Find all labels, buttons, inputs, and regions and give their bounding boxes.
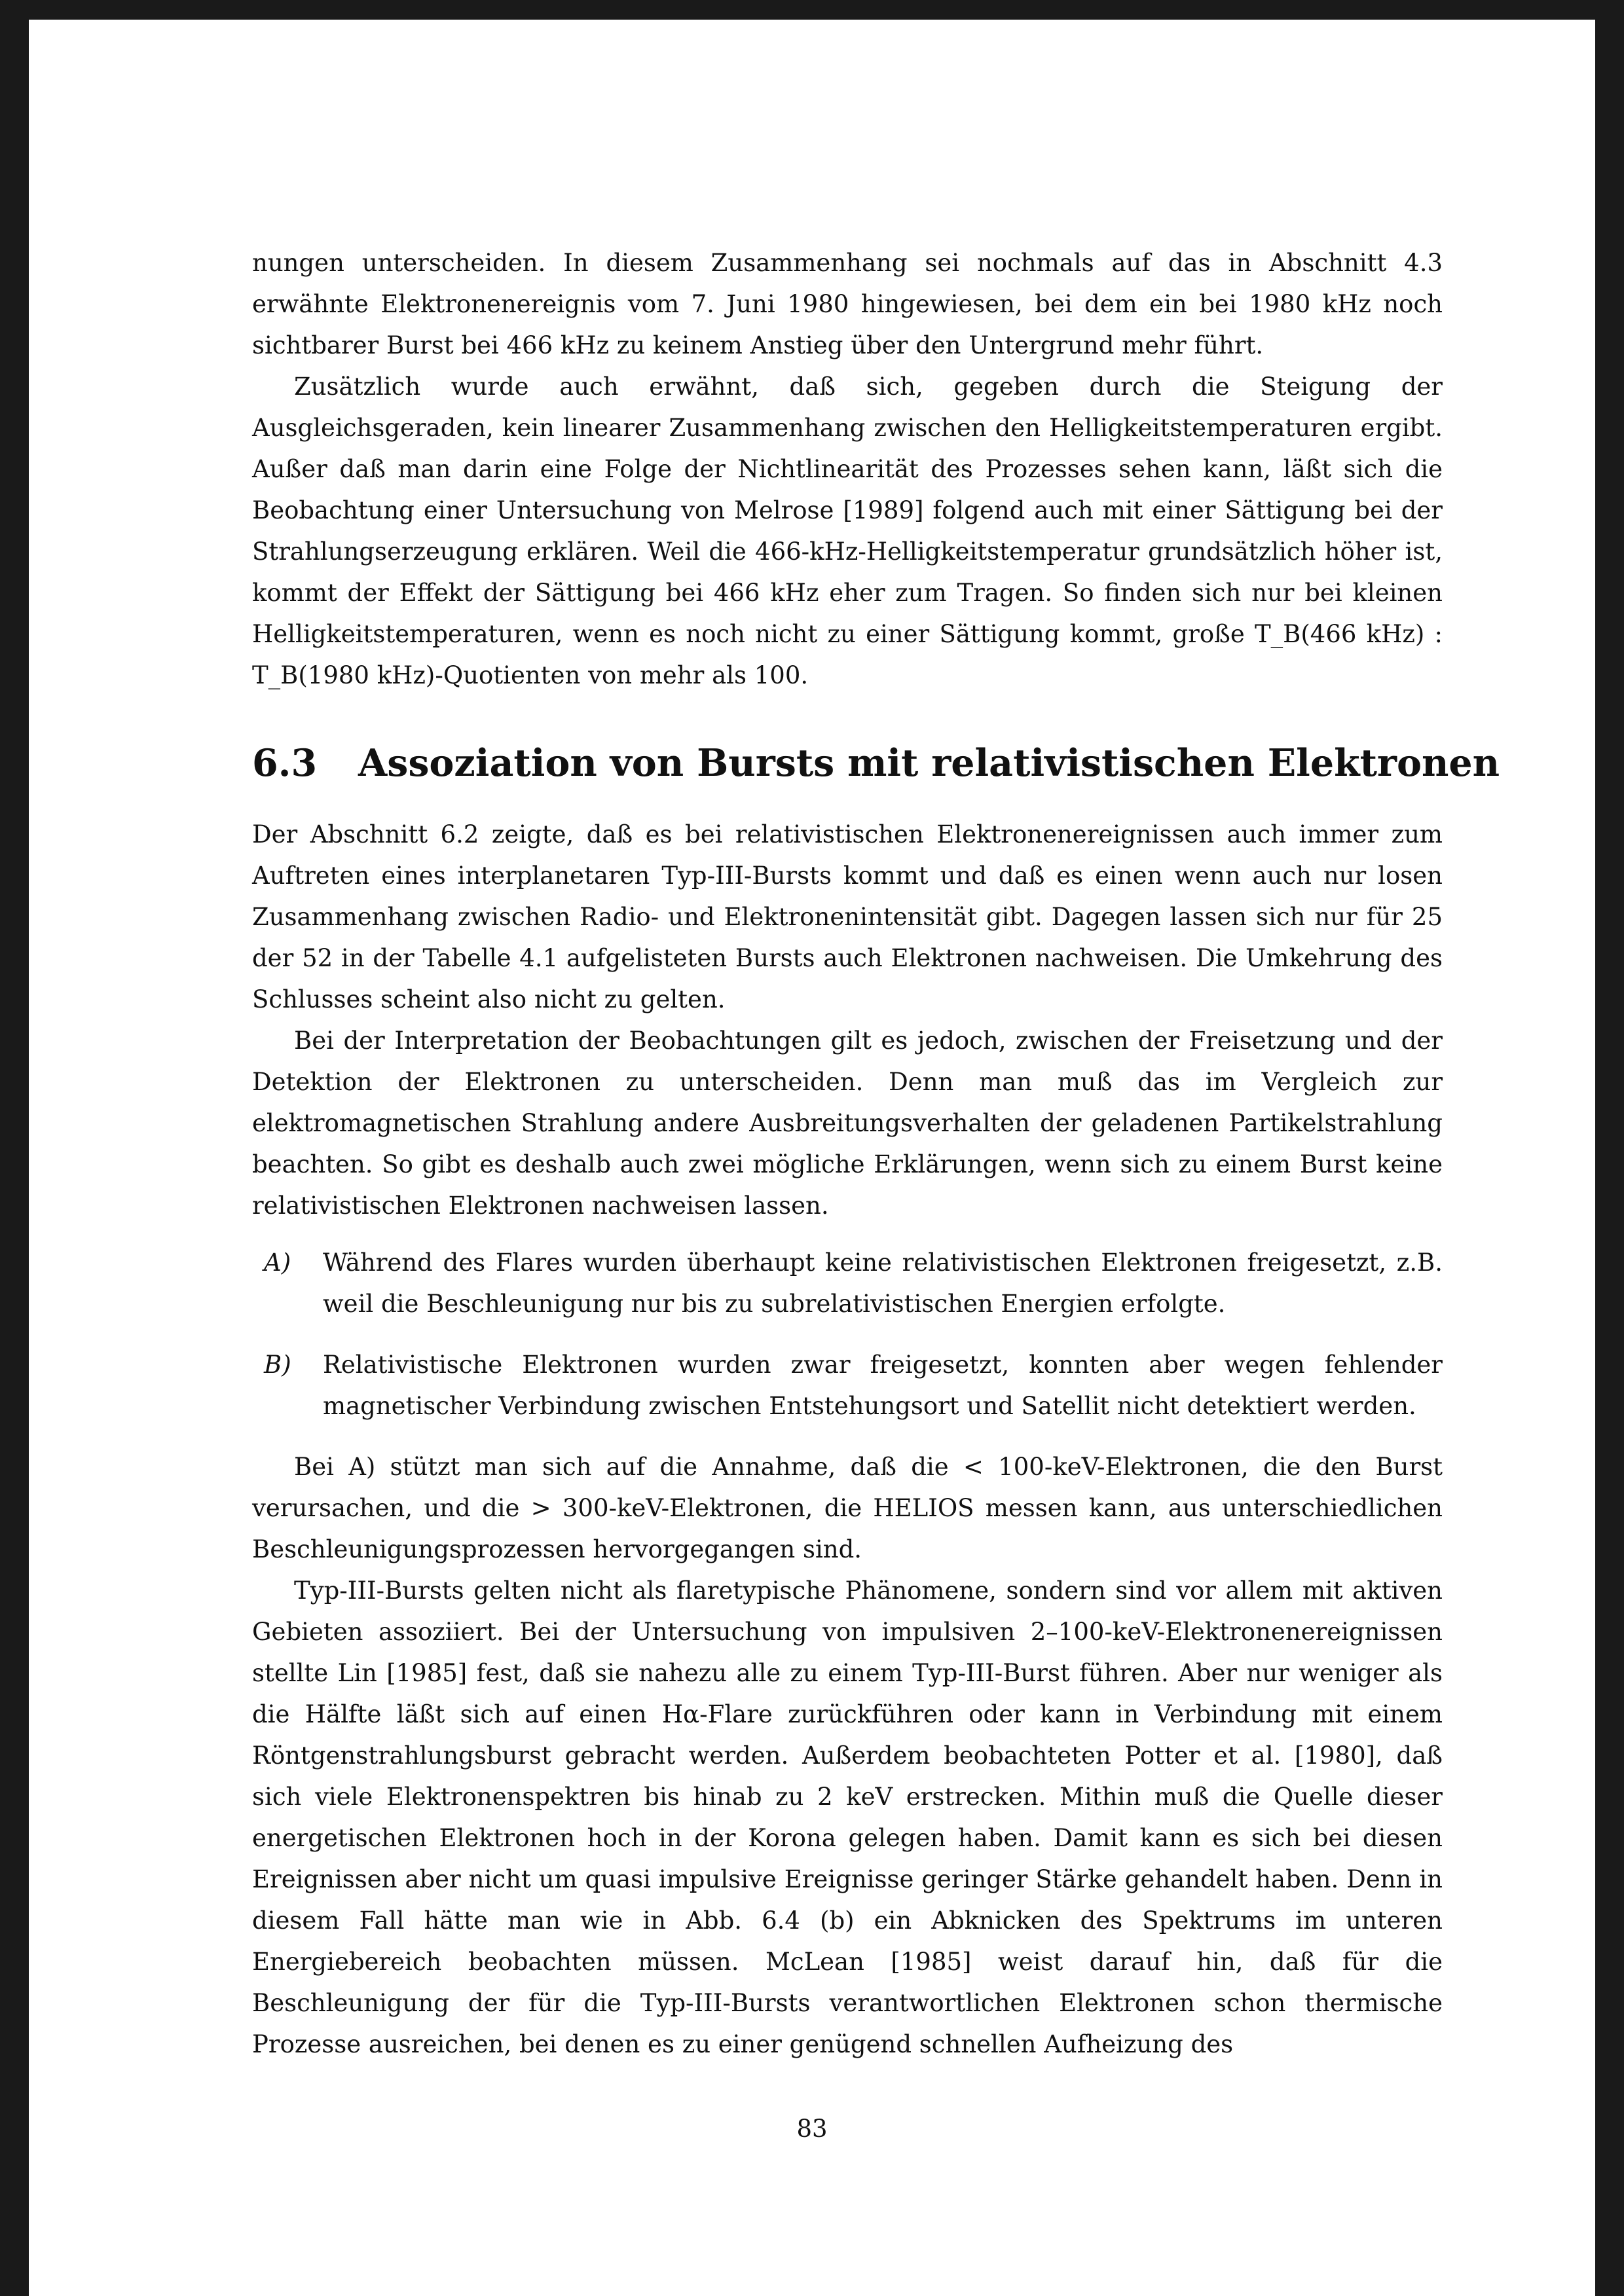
scan-border-right: [1595, 0, 1624, 2296]
section-number: 6.3: [252, 741, 318, 785]
paragraph-1: nungen unterscheiden. In diesem Zusammenhang sei nochmals auf das in Abschnitt 4.3 erwähnte Elektronenereignis vom 7. Juni 1980 hingewiesen, bei dem ein bei 1980 kHz noch sichtbarer Burst bei 466 kHz zu keinem Anstieg über den Untergrund mehr führt.: [252, 249, 1443, 359]
page-sheet: [29, 20, 1595, 2296]
list-item: [252, 1344, 1443, 1427]
paragraph-4: Bei der Interpretation der Beobachtungen gilt es jedoch, zwischen der Freisetzung und der Detektion der Elektronen zu unterscheiden. Denn man muß das im Vergleich zur elektromagnetischen Strahlung andere Ausbreitungsverhalten der geladenen Partikelstrahlung beachten. So gibt es deshalb auch zwei mögliche Erklärungen, wenn sich zu einem Burst keine relativistischen Elektronen nachweisen lassen.: [252, 1027, 1443, 1220]
section-heading: [252, 739, 1500, 788]
paragraph-2: Zusätzlich wurde auch erwähnt, daß sich, gegeben durch die Steigung der Ausgleichsgeraden, kein linearer Zusammenhang zwischen den Helligkeitstemperaturen ergibt. Außer daß man darin eine Folge der Nichtlinearität des Prozesses sehen kann, läßt sich die Beobachtung einer Untersuchung von Melrose [1989] folgend auch mit einer Sättigung bei der Strahlungserzeugung erklären. Weil die 466-kHz-Helligkeitstemperatur grundsätzlich höher ist, kommt der Effekt der Sättigung bei 466 kHz eher zum Tragen. So finden sich nur bei kleinen Helligkeitstemperaturen, wenn es noch nicht zu einer Sättigung kommt, große T_B(466 kHz) : T_B(1980 kHz)-Quotienten von mehr als 100.: [252, 373, 1443, 689]
explanation-list: [252, 1242, 1443, 1427]
page-body: [252, 242, 1500, 2065]
paragraph-5: Bei A) stützt man sich auf die Annahme, daß die < 100-keV-Elektronen, die den Burst verursachen, und die > 300-keV-Elektronen, die HELIOS messen kann, aus unterschiedlichen Beschleunigungsprozessen hervorgegangen sind.: [252, 1453, 1443, 1563]
list-item-text: Relativistische Elektronen wurden zwar freigesetzt, konnten aber wegen fehlender magnetischer Verbindung zwischen Entstehungsort und Satellit nicht detektiert werden.: [323, 1351, 1443, 1420]
scan-border-top: [0, 0, 1624, 20]
list-item-label: B): [264, 1351, 291, 1379]
list-item: [252, 1242, 1443, 1324]
scan-border-left: [0, 0, 29, 2296]
page-number: 83: [796, 2115, 828, 2143]
section-title: Assoziation von Bursts mit relativistischen Elektronen: [358, 741, 1500, 785]
paragraph-3: Der Abschnitt 6.2 zeigte, daß es bei relativistischen Elektronenereignissen auch immer zum Auftreten eines interplanetaren Typ-III-Bursts kommt und daß es einen wenn auch nur losen Zusammenhang zwischen Radio- und Elektronenintensität gibt. Dagegen lassen sich nur für 25 der 52 in der Tabelle 4.1 aufgelisteten Bursts auch Elektronen nachweisen. Die Umkehrung des Schlusses scheint also nicht zu gelten.: [252, 820, 1443, 1013]
paragraph-6: Typ-III-Bursts gelten nicht als flaretypische Phänomene, sondern sind vor allem mit aktiven Gebieten assoziiert. Bei der Untersuchung von impulsiven 2–100-keV-Elektronenereignissen stellte Lin [1985] fest, daß sie nahezu alle zu einem Typ-III-Burst führen. Aber nur weniger als die Hälfte läßt sich auf einen Hα-Flare zurückführen oder kann in Verbindung mit einem Röntgenstrahlungsburst gebracht werden. Außerdem beobachteten Potter et al. [1980], daß sich viele Elektronenspektren bis hinab zu 2 keV erstrecken. Mithin muß die Quelle dieser energetischen Elektronen hoch in der Korona gelegen haben. Damit kann es sich bei diesen Ereignissen aber nicht um quasi impulsive Ereignisse geringer Stärke gehandelt haben. Denn in diesem Fall hätte man wie in Abb. 6.4 (b) ein Abknicken des Spektrums im unteren Energiebereich beobachten müssen. McLean [1985] weist darauf hin, daß für die Beschleunigung der für die Typ-III-Bursts verantwortlichen Elektronen schon thermische Prozesse ausreichen, bei denen es zu einer genügend schnellen Aufheizung des: [252, 1576, 1443, 2058]
list-item-label: A): [264, 1248, 291, 1277]
list-item-text: Während des Flares wurden überhaupt keine relativistischen Elektronen freigesetzt, z.B. weil die Beschleunigung nur bis zu subrelativistischen Energien erfolgte.: [323, 1248, 1443, 1318]
